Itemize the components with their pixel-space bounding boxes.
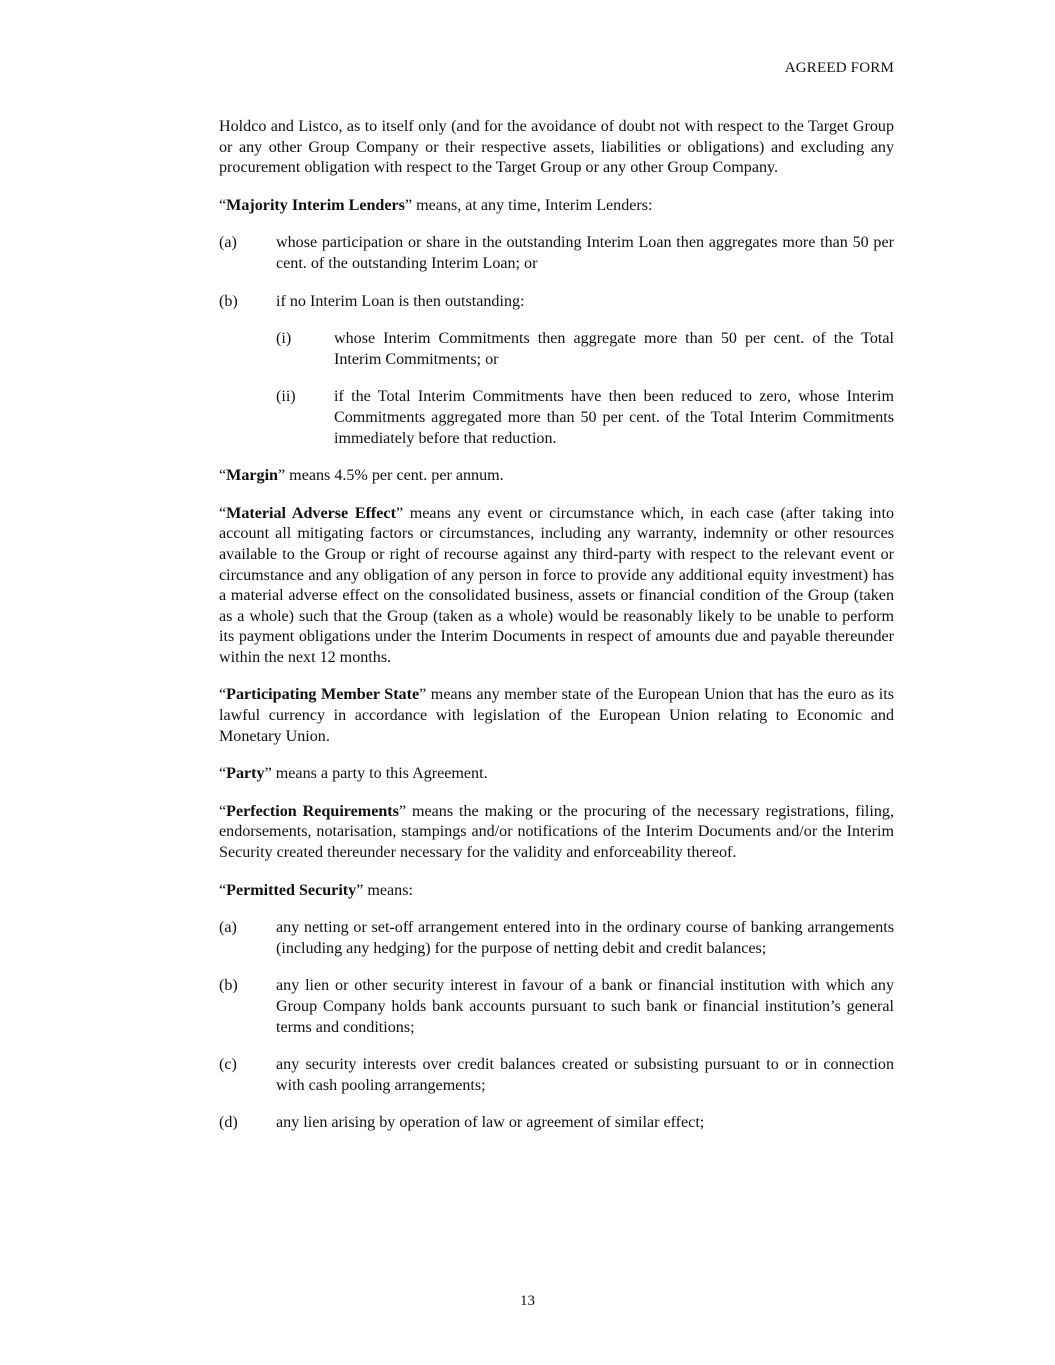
list-item	[219, 233, 894, 274]
defined-term: Margin	[226, 467, 279, 485]
definition-permitted-security: “Permitted Security” means:	[219, 881, 413, 899]
definition-text: ” means:	[356, 881, 413, 899]
item-text: if no Interim Loan is then outstanding:	[276, 292, 525, 310]
defined-term: Perfection Requirements	[226, 802, 399, 820]
definition-participating-member-state: “Participating Member State” means any member state of the European Union that has the euro as its lawful currency in accordance with legislation of the European Union relating to Economic and Monetary Union.	[219, 686, 894, 745]
item-text: any netting or set-off arrangement entered into in the ordinary course of banking arrangements (including any hedging) for the purpose of netting debit and credit balances;	[276, 919, 894, 957]
item-label: (b)	[219, 977, 238, 995]
definition-material-adverse-effect: “Material Adverse Effect” means any event or circumstance which, in each case (after taking into account all mitigating factors or circumstances, including any warranty, indemnity or other resources available to the Group or right of recourse against any third-party with respect to the relevant event or circumstance and any obligation of any person in force to provide any additional equity investment) has a material adverse effect on the consolidated business, assets or financial condition of the Group (taken as a whole) such that the Group (taken as a whole) would be reasonably likely to be unable to perform its payment obligations under the Interim Documents in respect of amounts due and payable thereunder within the next 12 months.	[219, 504, 894, 666]
item-label: (d)	[219, 1114, 238, 1132]
item-label: (a)	[219, 234, 237, 252]
item-text: any security interests over credit balances created or subsisting pursuant to or in connection with cash pooling arrangements;	[276, 1056, 894, 1094]
page-number: 13	[520, 1293, 535, 1309]
definition-party: “Party” means a party to this Agreement.	[219, 765, 488, 783]
item-label: (a)	[219, 919, 237, 937]
list-item	[219, 918, 894, 959]
list-item	[219, 976, 894, 1038]
list-item	[219, 1113, 894, 1134]
intro-paragraph: Holdco and Listco, as to itself only (and for the avoidance of doubt not with respect to the Target Group or any other Group Company or their respective assets, liabilities or obligations) and excluding any procurement obligation with respect to the Target Group or any other Group Company.	[219, 118, 894, 177]
sub-list-item	[219, 329, 894, 370]
definition-text: ” means, at any time, Interim Lenders:	[404, 196, 653, 214]
defined-term: Participating Member State	[226, 686, 420, 704]
definition-perfection-requirements: “Perfection Requirements” means the making or the procuring of the necessary registrations, filing, endorsements, notarisation, stampings and/or notifications of the Interim Documents and/or the Interim Security created thereunder necessary for the validity and enforceability thereof.	[219, 802, 894, 862]
sub-list-item	[219, 387, 894, 449]
definition-majority-interim-lenders: “Majority Interim Lenders” means, at any time, Interim Lenders:	[219, 196, 653, 214]
item-text: whose participation or share in the outstanding Interim Loan then aggregates more than 50 per cent. of the outstanding Interim Loan; or	[276, 234, 894, 272]
item-text: any lien or other security interest in favour of a bank or financial institution with which any Group Company holds bank accounts pursuant to such bank or financial institution’s general terms and conditions;	[276, 977, 894, 1036]
definition-text: ” means any event or circumstance which, in each case (after taking into account all mitigating factors or circumstances, including any warranty, indemnity or other resources available to the Group or right of recourse against any third-party with respect to the relevant event or circumstance and any obligation of any person in force to provide any additional equity investment) has a material adverse effect on the consolidated business, assets or financial condition of the Group (taken as a whole) such that the Group (taken as a whole) would be reasonably likely to be unable to perform its payment obligations under the Interim Documents in respect of amounts due and payable thereunder within the next 12 months.	[219, 504, 894, 666]
definition-text: ” means any member state of the European Union that has the euro as its lawful currency in accordance with legislation of the European Union relating to Economic and Monetary Union.	[219, 686, 894, 745]
definition-text: ” means a party to this Agreement.	[264, 765, 488, 783]
defined-term: Party	[226, 765, 265, 783]
item-label: (c)	[219, 1056, 237, 1074]
sub-item-label: (i)	[276, 330, 292, 348]
list-item	[219, 292, 894, 313]
definition-text: ” means 4.5% per cent. per annum.	[278, 467, 504, 485]
defined-term: Majority Interim Lenders	[226, 196, 405, 214]
sub-item-text: whose Interim Commitments then aggregate more than 50 per cent. of the Total Interim Commitments; or	[334, 330, 894, 368]
sub-item-label: (ii)	[276, 388, 296, 406]
definition-margin: “Margin” means 4.5% per cent. per annum.	[219, 467, 504, 485]
defined-term: Material Adverse Effect	[226, 504, 396, 522]
list-item	[219, 1055, 894, 1096]
defined-term: Permitted Security	[226, 881, 357, 899]
sub-item-text: if the Total Interim Commitments have then been reduced to zero, whose Interim Commitments aggregated more than 50 per cent. of the Total Interim Commitments immediately before that reduction.	[334, 388, 894, 447]
document-body	[219, 117, 894, 1151]
agreed-form-mark: AGREED FORM	[784, 60, 894, 76]
item-label: (b)	[219, 292, 238, 310]
definition-text: ” means the making or the procuring of the necessary registrations, filing, endorsements, notarisation, stampings and/or notifications of the Interim Documents and/or the Interim Security created thereunder necessary for the validity and enforceability thereof.	[219, 802, 894, 862]
item-text: any lien arising by operation of law or agreement of similar effect;	[276, 1114, 705, 1132]
